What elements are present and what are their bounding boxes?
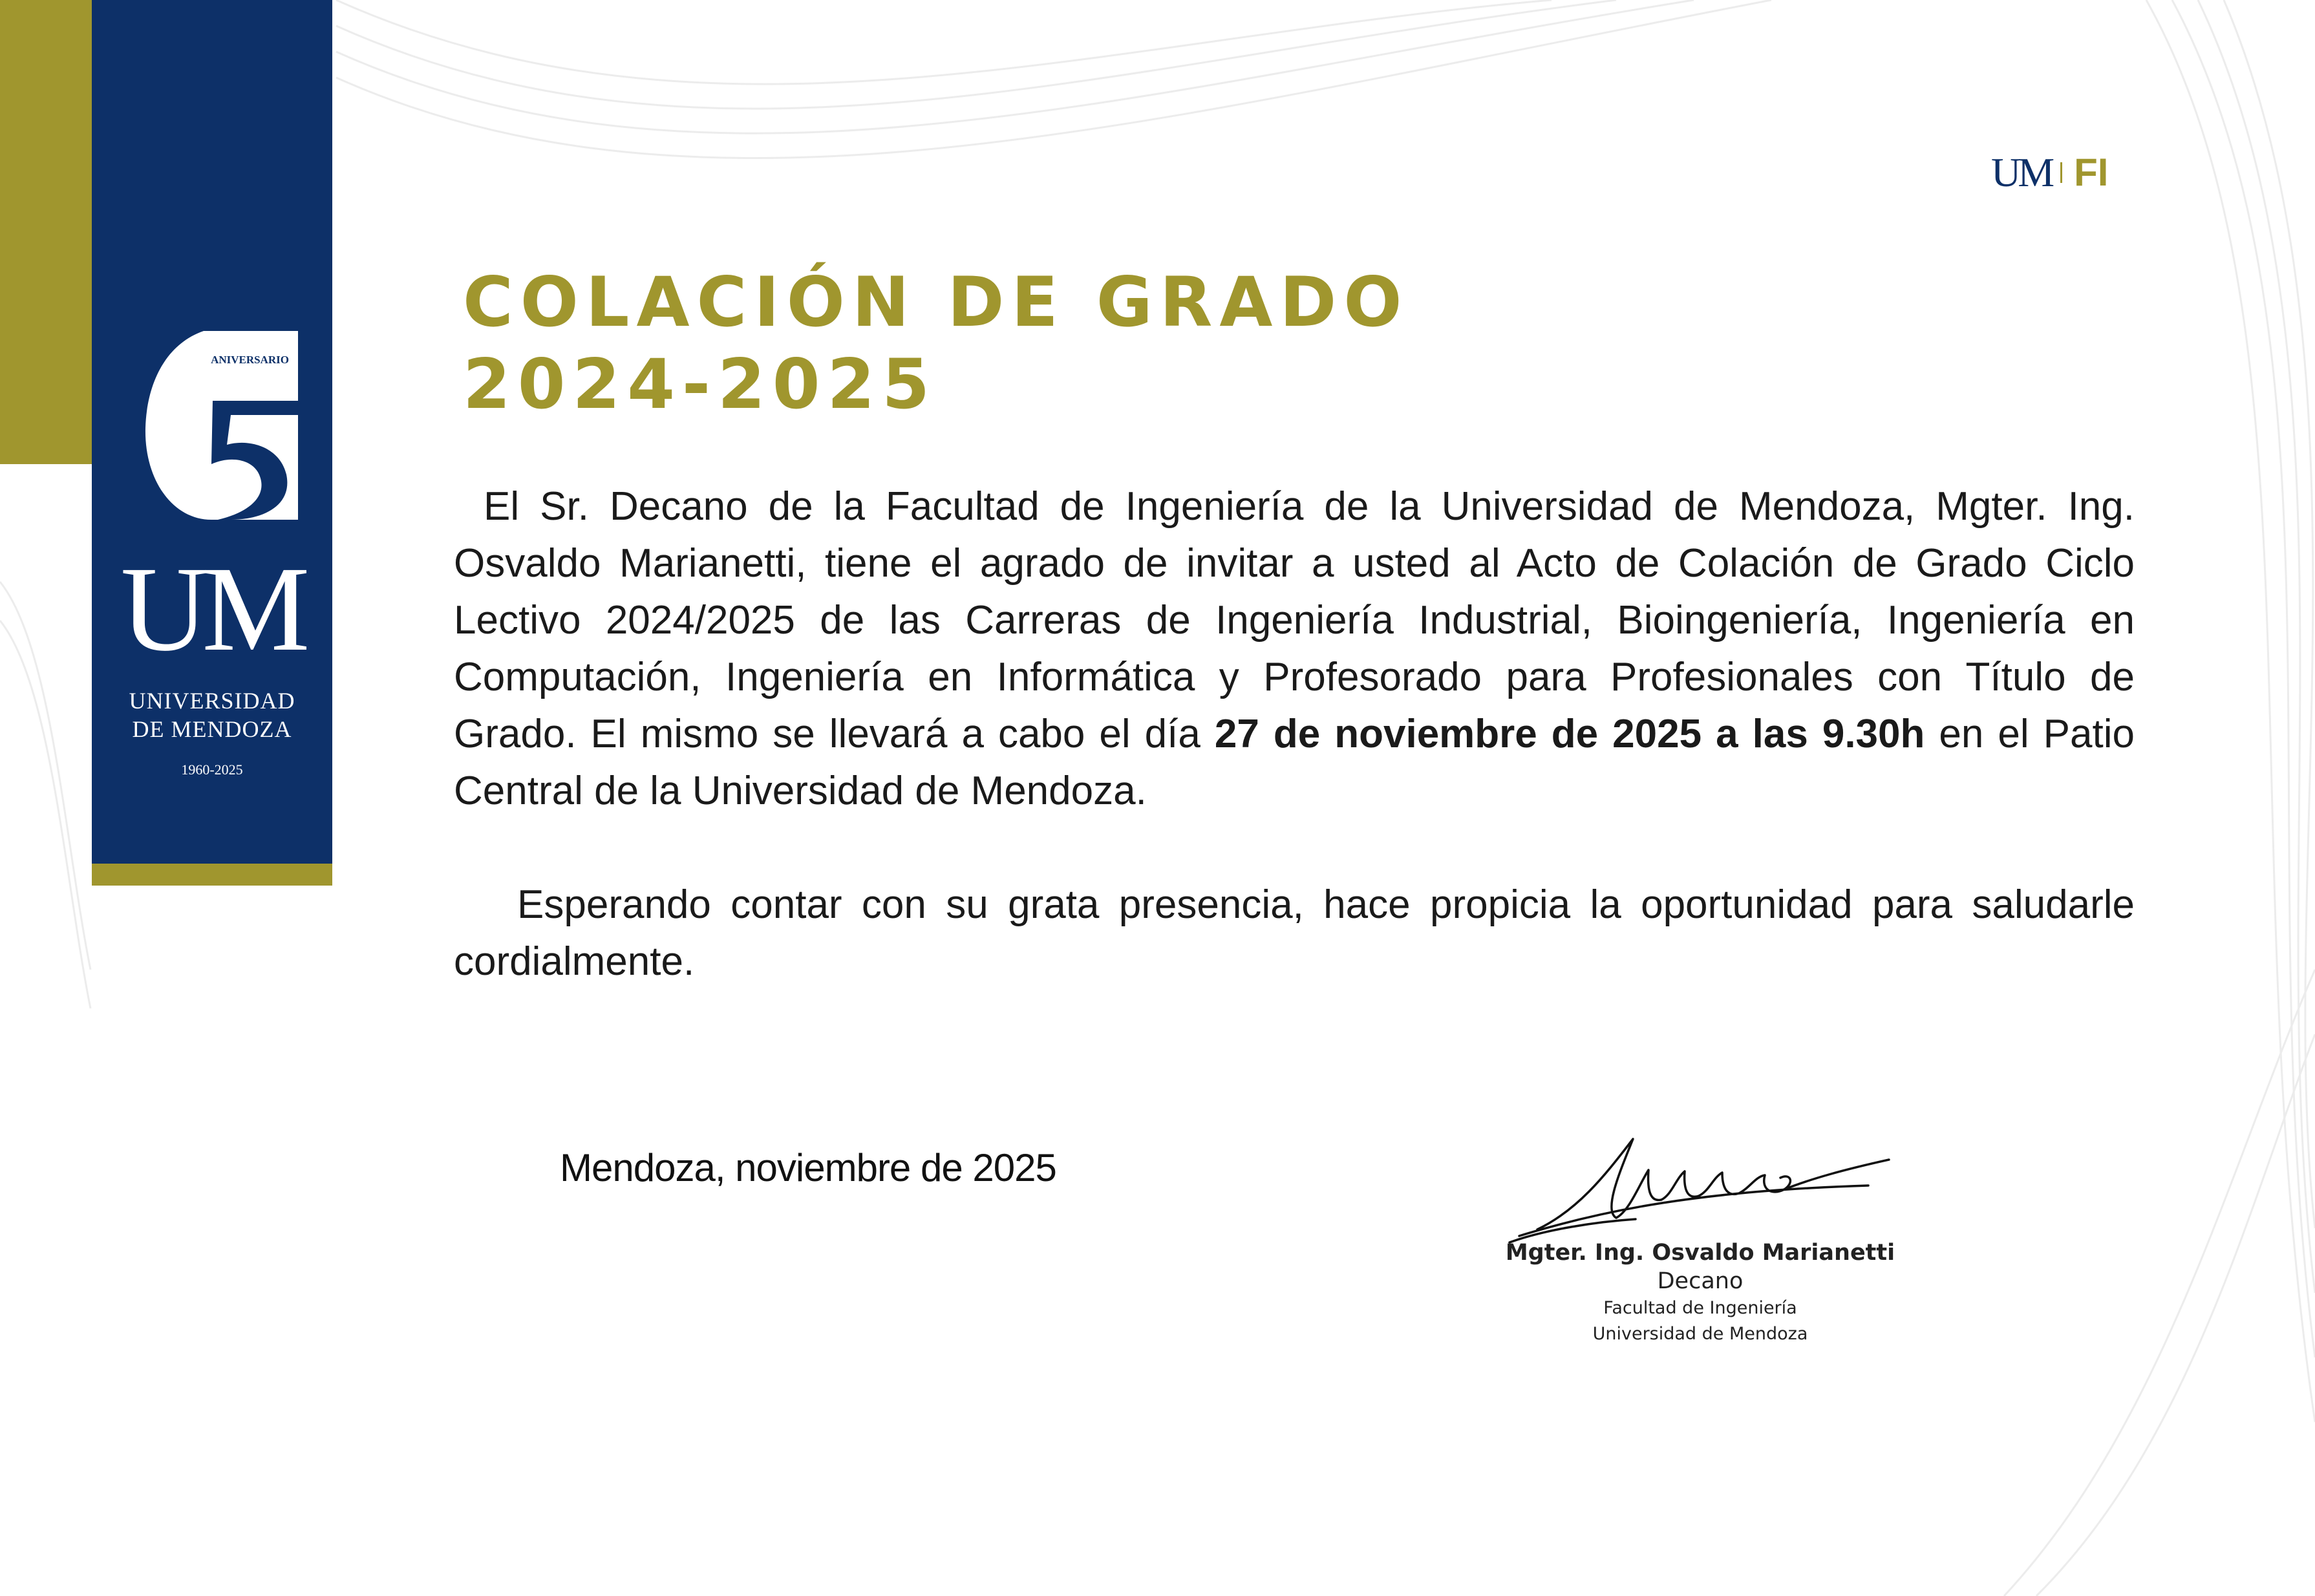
side-band-gold-strip bbox=[92, 864, 332, 886]
page-subtitle-years: 2024-2025 bbox=[463, 345, 937, 424]
invitation-body bbox=[454, 478, 2135, 990]
university-name bbox=[92, 686, 332, 743]
corner-logo-divider bbox=[2060, 162, 2062, 183]
invitation-text: El Sr. Decano de la Facultad de Ingeniería de la Universidad de Mendoza, Mgter. Ing. Osvaldo Marianetti, tiene el agrado de invitar a usted al Acto de Colación de Grado Ciclo Lectivo 2024/2025 de las Carreras de Ingeniería Industrial, Bioingeniería, Ingeniería en Computación, Ingeniería en Informática y Profesorado para Profesionales con Título de Grado. El mismo se llevará a cabo el día bbox=[454, 484, 2135, 756]
signer-name: Mgter. Ing. Osvaldo Marianetti bbox=[1505, 1240, 1895, 1266]
university-monogram: UM bbox=[120, 541, 304, 676]
signer-title: Decano bbox=[1657, 1268, 1744, 1294]
invitation-text-end: en el Patio Central de la Universidad de Mendoza. bbox=[454, 712, 2135, 813]
invitation-paragraph-1 bbox=[454, 478, 2135, 820]
university-name-line1: UNIVERSIDAD bbox=[129, 688, 295, 714]
place-and-date: Mendoza, noviembre de 2025 bbox=[560, 1146, 1056, 1189]
um-fi-logo bbox=[1991, 150, 2108, 195]
page-title: COLACIÓN DE GRADO bbox=[463, 262, 1409, 342]
gold-corner-block bbox=[0, 0, 94, 464]
signer-university: Universidad de Mendoza bbox=[1592, 1324, 1808, 1344]
signature-image bbox=[1506, 1133, 1894, 1249]
corner-logo-um: UM bbox=[1991, 149, 2052, 195]
invitation-paragraph-2: Esperando contar con su grata presencia, hace propicia la oportunidad para saludarle cordialmente. bbox=[454, 882, 2135, 984]
corner-logo-fi: FI bbox=[2074, 151, 2109, 194]
anniversary-label: ANIVERSARIO bbox=[211, 354, 289, 366]
university-name-line2: DE MENDOZA bbox=[132, 716, 292, 742]
event-date-time: 27 de noviembre de 2025 a las 9.30h bbox=[1214, 712, 1925, 756]
signer-faculty: Facultad de Ingeniería bbox=[1603, 1298, 1797, 1318]
anniversary-65-logo bbox=[127, 331, 298, 520]
anniversary-years: 1960-2025 bbox=[181, 761, 243, 778]
